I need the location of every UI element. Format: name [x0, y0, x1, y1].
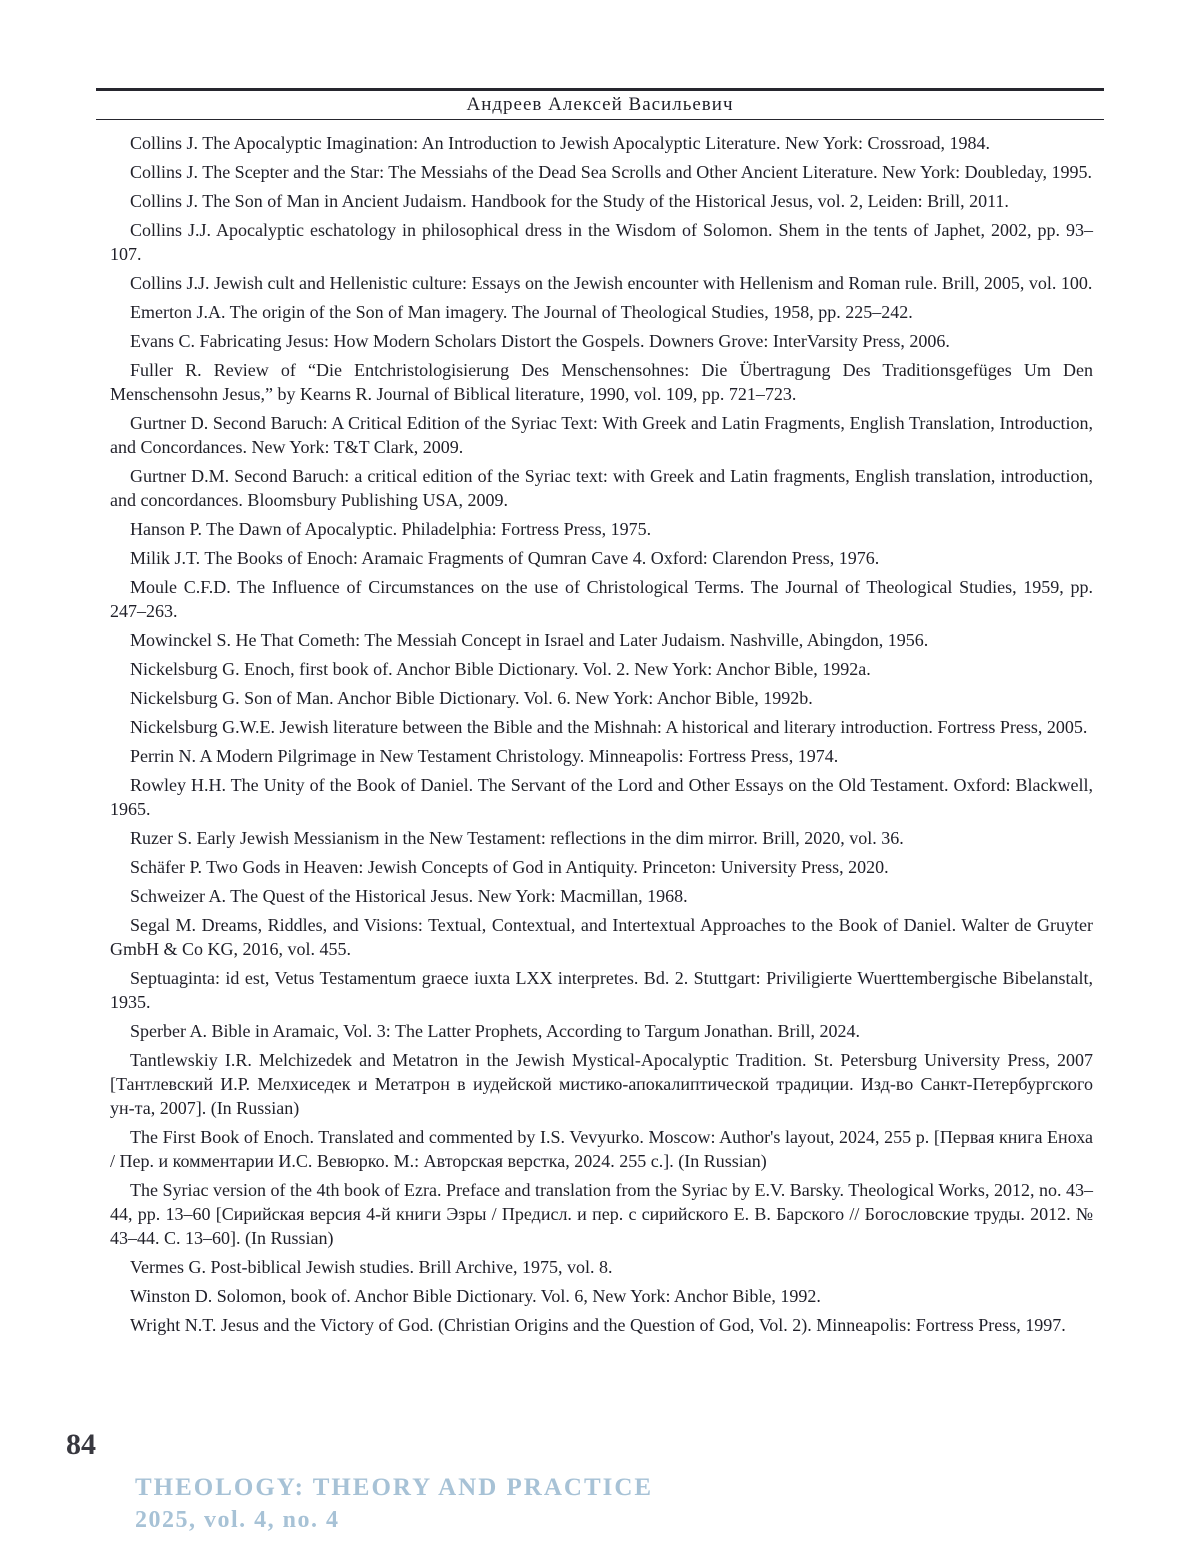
- reference-entry: Moule C.F.D. The Influence of Circumstances on the use of Christological Terms. The Journal of Theological Studies, 1959, pp. 247–263.: [110, 577, 1093, 621]
- reference-entry: Collins J.J. Jewish cult and Hellenistic culture: Essays on the Jewish encounter with Hellenism and Roman rule. Brill, 2005, vol. 100.: [130, 273, 1093, 293]
- journal-title: THEOLOGY: THEORY AND PRACTICE: [135, 1474, 654, 1501]
- reference-entry: Wright N.T. Jesus and the Victory of God. (Christian Origins and the Question of God, Vol. 2). Minneapolis: Fortress Press, 1997.: [130, 1315, 1066, 1335]
- reference-entry: Evans C. Fabricating Jesus: How Modern Scholars Distort the Gospels. Downers Grove: InterVarsity Press, 2006.: [130, 331, 950, 351]
- reference-entry: Gurtner D.M. Second Baruch: a critical edition of the Syriac text: with Greek and Latin fragments, English translation, introduction, and concordances. Bloomsbury Publishing USA, 2009.: [110, 466, 1093, 510]
- reference-entry: Emerton J.A. The origin of the Son of Man imagery. The Journal of Theological Studies, 1958, pp. 225–242.: [130, 302, 913, 322]
- header-rule-bottom: [96, 119, 1104, 120]
- reference-entry: Vermes G. Post-biblical Jewish studies. Brill Archive, 1975, vol. 8.: [130, 1257, 613, 1277]
- reference-entry: Fuller R. Review of “Die Entchristologisierung Des Menschensohnes: Die Übertragung Des Traditionsgefüges Um Den Menschensohn Jesus,” by Kearns R. Journal of Biblical literature, 1990, vol. 109, pp. 721–723.: [110, 360, 1093, 404]
- reference-entry: Schweizer A. The Quest of the Historical Jesus. New York: Macmillan, 1968.: [130, 886, 688, 906]
- reference-entry: Hanson P. The Dawn of Apocalyptic. Philadelphia: Fortress Press, 1975.: [130, 519, 652, 539]
- reference-entry: Milik J.T. The Books of Enoch: Aramaic Fragments of Qumran Cave 4. Oxford: Clarendon Press, 1976.: [130, 548, 880, 568]
- reference-entry: The Syriac version of the 4th book of Ezra. Preface and translation from the Syriac by E.V. Barsky. Theological Works, 2012, no. 43–44, pp. 13–60 [Сирийская версия 4-й книги Эзры / Предисл. и пер. с сирийского Е. В. Барского // Богословские труды. 2012. № 43–44. С. 13–60]. (In Russian): [110, 1180, 1093, 1248]
- references-list: [110, 131, 1093, 1342]
- reference-entry: Collins J. The Son of Man in Ancient Judaism. Handbook for the Study of the Historical Jesus, vol. 2, Leiden: Brill, 2011.: [130, 191, 1009, 211]
- reference-entry: Nickelsburg G. Son of Man. Anchor Bible Dictionary. Vol. 6. New York: Anchor Bible, 1992b.: [130, 688, 813, 708]
- reference-entry: Sperber A. Bible in Aramaic, Vol. 3: The Latter Prophets, According to Targum Jonathan. Brill, 2024.: [130, 1021, 860, 1041]
- reference-entry: Mowinckel S. He That Cometh: The Messiah Concept in Israel and Later Judaism. Nashville, Abingdon, 1956.: [130, 630, 929, 650]
- page-number: 84: [66, 1428, 96, 1461]
- reference-entry: Schäfer P. Two Gods in Heaven: Jewish Concepts of God in Antiquity. Princeton: University Press, 2020.: [130, 857, 889, 877]
- reference-entry: Winston D. Solomon, book of. Anchor Bible Dictionary. Vol. 6, New York: Anchor Bible, 1992.: [130, 1286, 821, 1306]
- reference-entry: Perrin N. A Modern Pilgrimage in New Testament Christology. Minneapolis: Fortress Press, 1974.: [130, 746, 839, 766]
- reference-entry: Rowley H.H. The Unity of the Book of Daniel. The Servant of the Lord and Other Essays on the Old Testament. Oxford: Blackwell, 1965.: [110, 775, 1093, 819]
- reference-entry: Septuaginta: id est, Vetus Testamentum graece iuxta LXX interpretes. Bd. 2. Stuttgart: Priviligierte Wuerttembergische Bibelanstalt, 1935.: [110, 968, 1093, 1012]
- journal-issue: 2025, vol. 4, no. 4: [135, 1507, 340, 1533]
- reference-entry: Collins J. The Scepter and the Star: The Messiahs of the Dead Sea Scrolls and Other Ancient Literature. New York: Doubleday, 1995.: [130, 162, 1092, 182]
- journal-footer: [135, 1472, 653, 1536]
- reference-entry: Nickelsburg G. Enoch, first book of. Anchor Bible Dictionary. Vol. 2. New York: Anchor Bible, 1992a.: [130, 659, 871, 679]
- author-name: Андреев Алексей Васильевич: [466, 94, 734, 115]
- page-header: [0, 91, 1200, 119]
- reference-entry: Tantlewskiy I.R. Melchizedek and Metatron in the Jewish Mystical-Apocalyptic Tradition. St. Petersburg University Press, 2007 [Тантлевский И.Р. Мелхиседек и Метатрон в иудейской мистико-апокалиптической традиции. Изд-во Санкт-Петербургского ун-та, 2007]. (In Russian): [110, 1050, 1093, 1118]
- reference-entry: Gurtner D. Second Baruch: A Critical Edition of the Syriac Text: With Greek and Latin Fragments, English Translation, Introduction, and Concordances. New York: T&T Clark, 2009.: [110, 413, 1093, 457]
- reference-entry: The First Book of Enoch. Translated and commented by I.S. Vevyurko. Moscow: Author's layout, 2024, 255 p. [Первая книга Еноха / Пер. и комментарии И.С. Вевюрко. М.: Авторская верстка, 2024. 255 с.]. (In Russian): [110, 1127, 1093, 1171]
- reference-entry: Segal M. Dreams, Riddles, and Visions: Textual, Contextual, and Intertextual Approaches to the Book of Daniel. Walter de Gruyter GmbH & Co KG, 2016, vol. 455.: [110, 915, 1093, 959]
- reference-entry: Nickelsburg G.W.E. Jewish literature between the Bible and the Mishnah: A historical and literary introduction. Fortress Press, 2005.: [130, 717, 1088, 737]
- reference-entry: Collins J. The Apocalyptic Imagination: An Introduction to Jewish Apocalyptic Literature. New York: Crossroad, 1984.: [130, 133, 991, 153]
- reference-entry: Collins J.J. Apocalyptic eschatology in philosophical dress in the Wisdom of Solomon. Shem in the tents of Japhet, 2002, pp. 93–107.: [110, 220, 1093, 264]
- reference-entry: Ruzer S. Early Jewish Messianism in the New Testament: reflections in the dim mirror. Brill, 2020, vol. 36.: [130, 828, 904, 848]
